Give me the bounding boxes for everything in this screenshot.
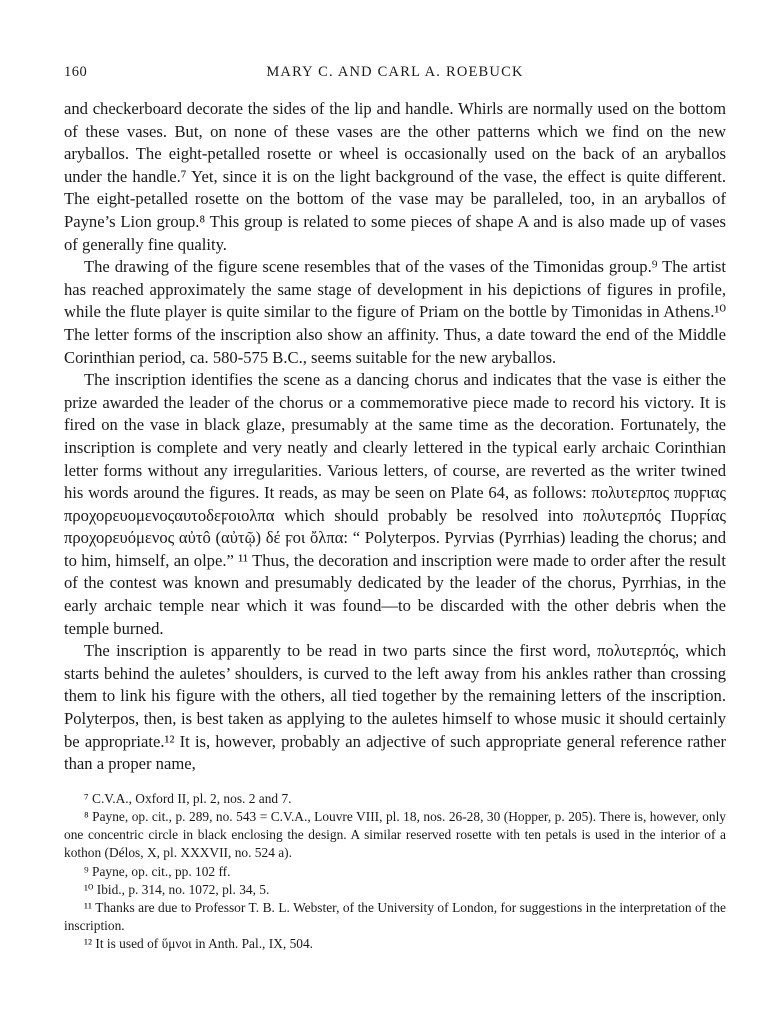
body-text <box>64 98 726 776</box>
footnote: ⁹ Payne, op. cit., pp. 102 ff. <box>84 863 231 879</box>
footnote: ¹¹ Thanks are due to Professor T. B. L. Webster, of the University of London, for suggestions in the interpretation of the inscription. <box>64 900 726 934</box>
footnote: ¹² It is used of ὕμνοι in Anth. Pal., IX, 504. <box>84 936 314 952</box>
paragraph: The inscription identifies the scene as a dancing chorus and indicates that the vase is either the prize awarded the leader of the chorus or a commemorative piece made to record his victory. It is fired on the vase in black glaze, presumably at the same time as the decoration. Fortunately, the inscription is complete and very neatly and clearly lettered in the typical early archaic Corinthian letter forms without any irregularities. Various letters, of course, are reverted as the writer twined his words around the figures. It reads, as may be seen on Plate 64, as follows: πολυτερπος πυρϝιας προχορευομενοςαυτοδεϝοιολπα which should probably be resolved into πολυτερπός Πυρϝίας προχορευόμενος αὐτô (αὐτῷ) δέ ϝοι ὄλπα: “ Polyterpos. Pyrvias (Pyrrhias) leading the chorus; and to him, himself, an olpe.” ¹¹ Thus, the decoration and inscription were made to order after the result of the contest was known and presumably dedicated by the leader of the chorus, Pyrrhias, in the early archaic temple near which it was found—to be discarded with the other debris when the temple burned. <box>64 370 726 638</box>
page-header <box>64 60 726 84</box>
paragraph: The drawing of the figure scene resembles that of the vases of the Timonidas group.⁹ The artist has reached approximately the same stage of development in his depictions of figures in profile, while the flute player is quite similar to the figure of Priam on the bottle by Timonidas in Athens.¹⁰ The letter forms of the inscription also show an affinity. Thus, a date toward the end of the Middle Corinthian period, ca. 580-575 B.C., seems suitable for the new aryballos. <box>64 257 726 367</box>
running-head: MARY C. AND CARL A. ROEBUCK <box>266 64 524 80</box>
page-number: 160 <box>64 64 88 80</box>
footnotes <box>64 790 726 954</box>
footnote: ⁷ C.V.A., Oxford II, pl. 2, nos. 2 and 7. <box>84 790 292 806</box>
footnote: ¹⁰ Ibid., p. 314, no. 1072, pl. 34, 5. <box>84 881 270 897</box>
paragraph: and checkerboard decorate the sides of the lip and handle. Whirls are normally used on the bottom of these vases. But, on none of these vases are the other patterns which we find on the new aryballos. The eight-petalled rosette or wheel is occasionally used on the back of an aryballos under the handle.⁷ Yet, since it is on the light background of the vase, the effect is quite different. The eight-petalled rosette on the bottom of the vase may be paralleled, too, in an aryballos of Payne’s Lion group.⁸ This group is related to some pieces of shape A and is also made up of vases of generally fine quality. <box>64 99 726 254</box>
footnote: ⁸ Payne, op. cit., p. 289, no. 543 = C.V.A., Louvre VIII, pl. 18, nos. 26-28, 30 (Hopper, p. 205). There is, however, only one concentric circle in black enclosing the design. A similar reserved rosette with ten petals is used in the interior of a kothon (Délos, X, pl. XXXVII, no. 524 a). <box>64 809 726 861</box>
paragraph: The inscription is apparently to be read in two parts since the first word, πολυτερπός, which starts behind the auletes’ shoulders, is curved to the left away from his ankles rather than crossing them to link his figure with the others, all tied together by the remaining letters of the inscription. Polyterpos, then, is best taken as applying to the auletes himself to whose music it should certainly be appropriate.¹² It is, however, probably an adjective of such appropriate general reference rather than a proper name, <box>64 641 726 774</box>
